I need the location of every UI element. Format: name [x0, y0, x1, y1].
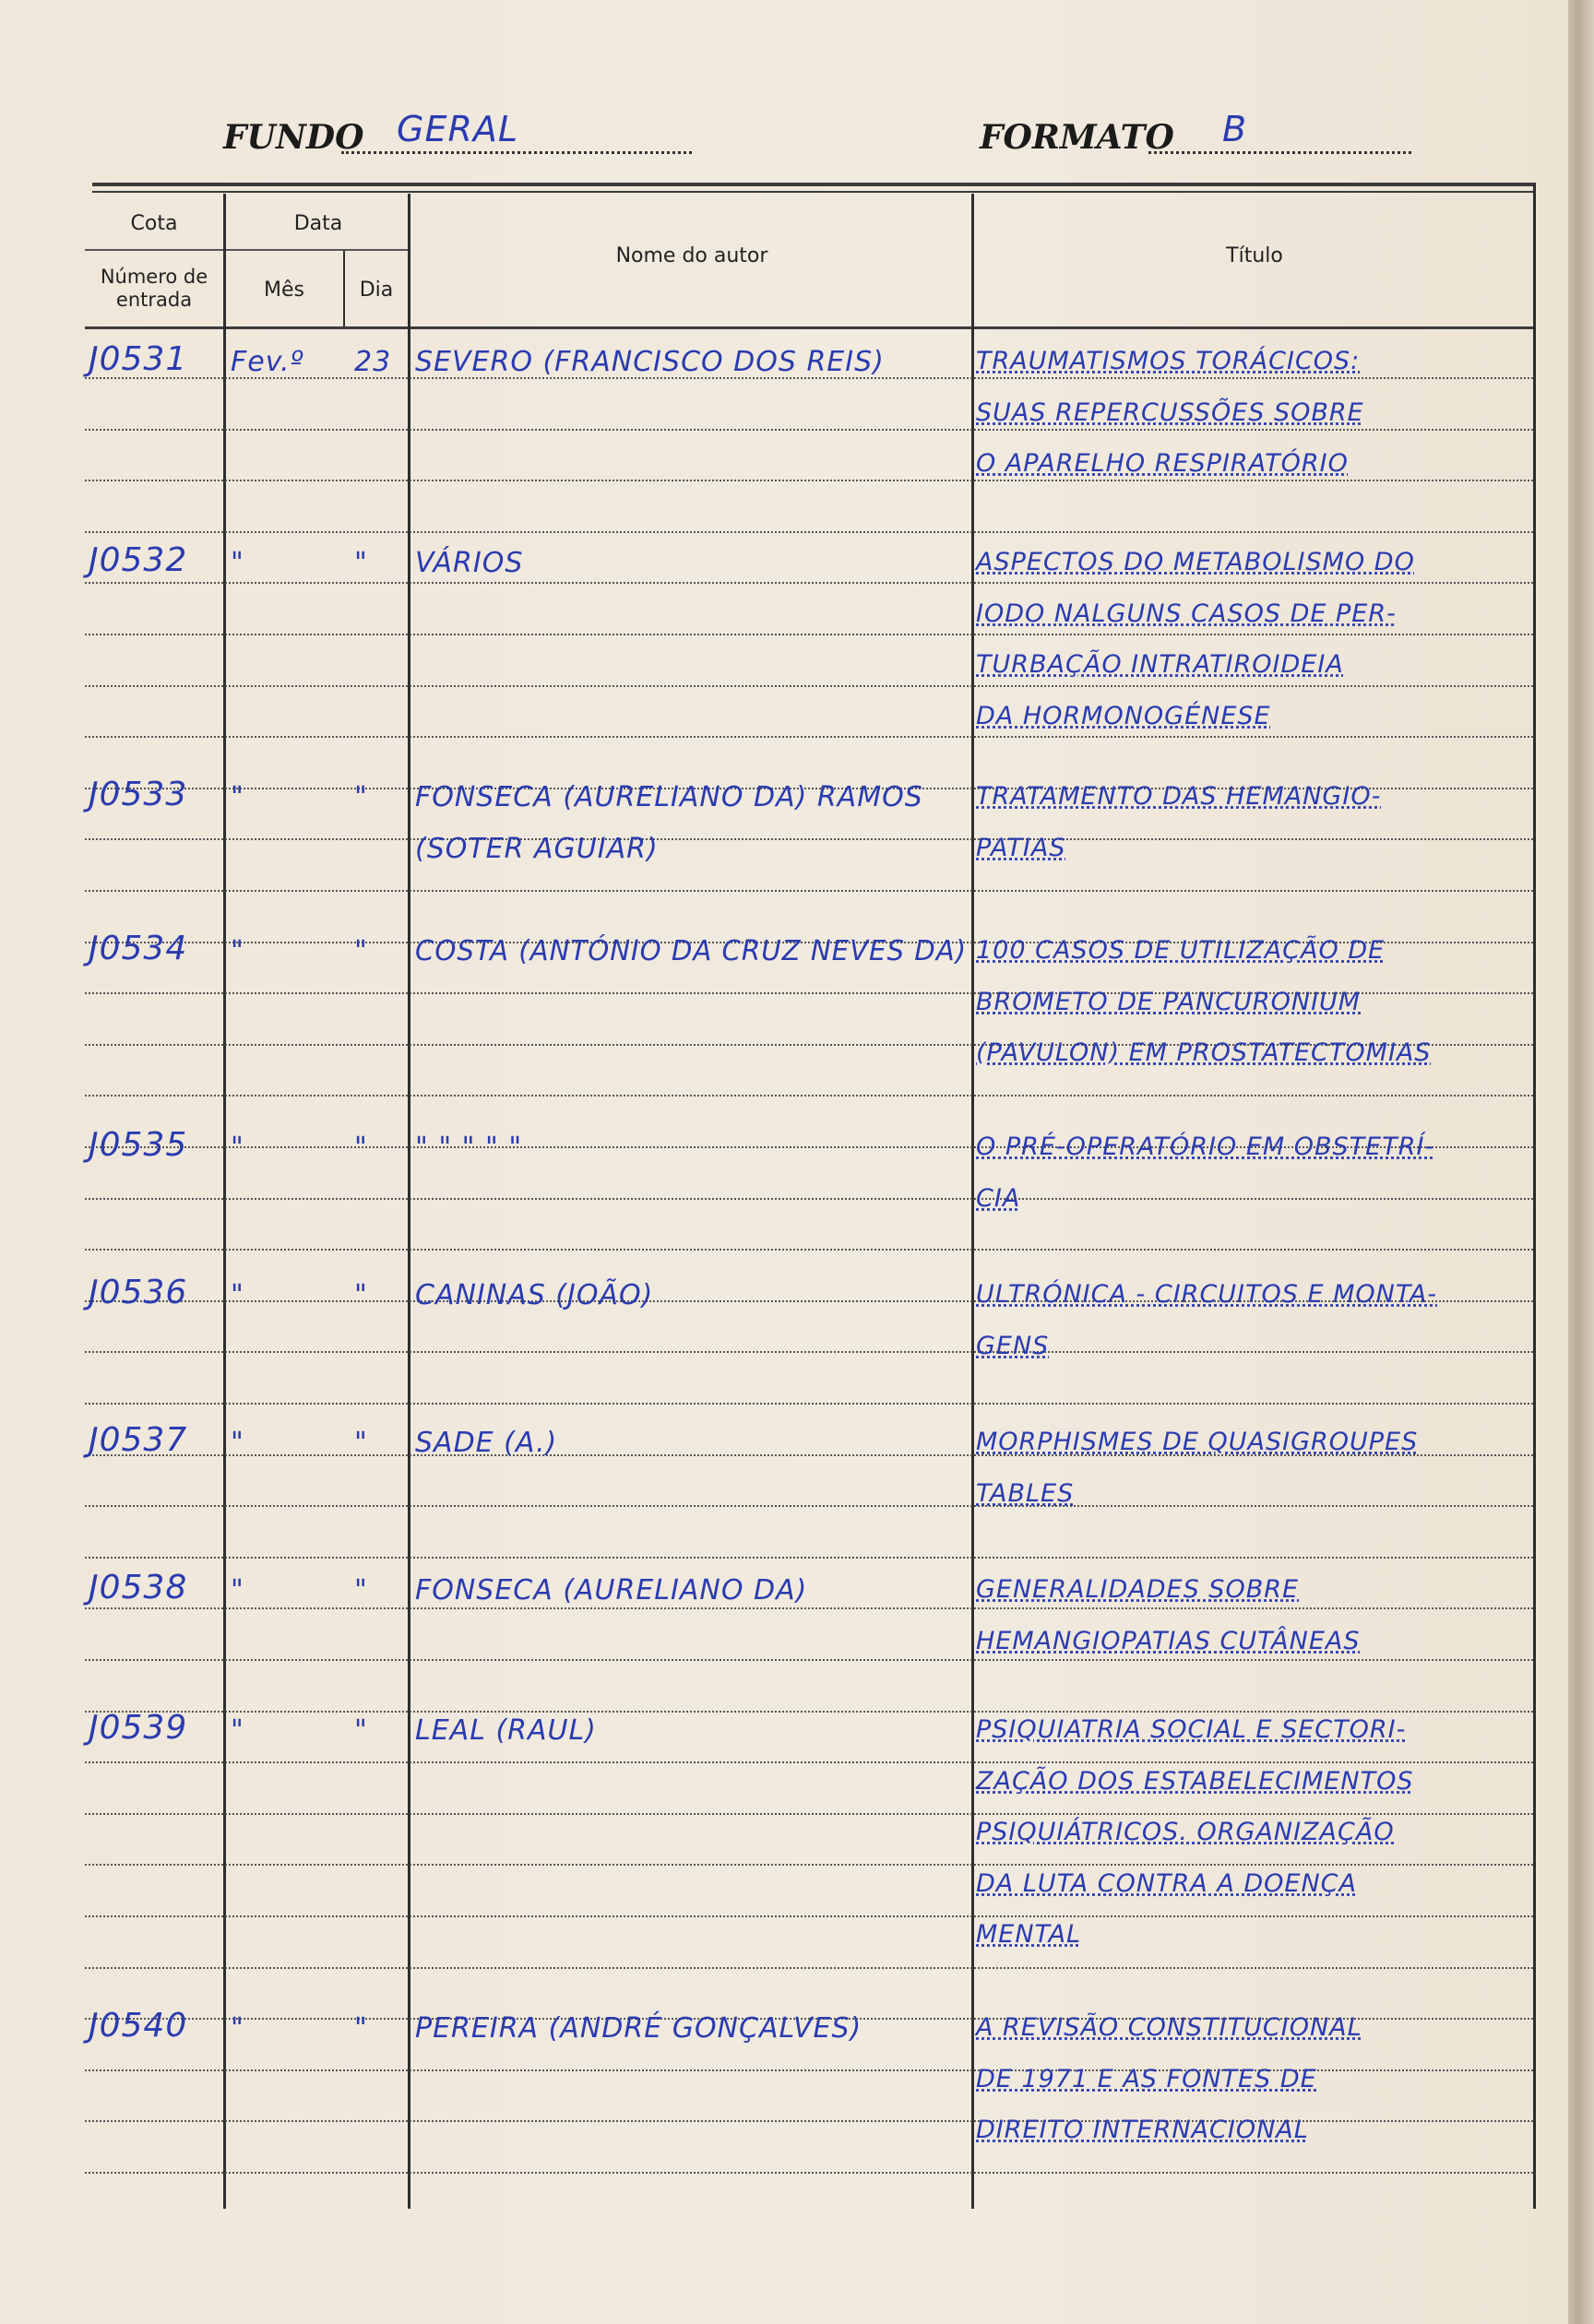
author-name: SADE (A.): [415, 1427, 558, 1459]
author-name: COSTA (ANTÓNIO DA CRUZ NEVES DA): [415, 935, 968, 967]
author-name: SEVERO (FRANCISCO DOS REIS): [415, 346, 885, 378]
ruled-line: [85, 890, 1533, 892]
cota-number: J0536: [89, 1274, 188, 1311]
cota-number: J0533: [89, 776, 188, 813]
ruled-line: [85, 838, 1533, 840]
date-month: ": [231, 1574, 244, 1607]
date-month: ": [231, 781, 244, 813]
col-mes-header: Mês: [264, 279, 304, 302]
title-text: ZAÇÃO DOS ESTABELECIMENTOS: [976, 1767, 1414, 1796]
title-text: BROMETO DE PANCURONIUM: [976, 988, 1362, 1016]
author-name: CANINAS (JOÃO): [415, 1279, 654, 1311]
ruled-line: [85, 2172, 1533, 2174]
ruled-line: [85, 1864, 1533, 1866]
title-text: IODO NALGUNS CASOS DE PER-: [976, 599, 1397, 628]
fundo-value: GERAL: [397, 109, 519, 149]
date-month: ": [231, 2012, 244, 2045]
ruled-line: [85, 1967, 1533, 1969]
date-month: ": [231, 1279, 244, 1311]
author-name: FONSECA (AURELIANO DA) RAMOS: [415, 781, 923, 813]
col-dia-header: Dia: [359, 279, 394, 302]
date-day: 23: [354, 346, 392, 378]
ruled-line: [85, 1711, 1533, 1713]
header-rule-top: [92, 183, 1536, 186]
ruled-line: [85, 1557, 1533, 1559]
cota-number: J0537: [89, 1421, 188, 1459]
fundo-label: FUNDO: [223, 118, 364, 157]
ruled-line: [85, 1403, 1533, 1405]
col-nome-autor-header: Nome do autor: [615, 244, 768, 267]
header-rule-second: [92, 191, 1536, 193]
ruled-line: [85, 1915, 1533, 1917]
title-text: TRATAMENTO DAS HEMANGIO-: [976, 782, 1382, 811]
col-data-header: Data: [293, 212, 343, 235]
cota-number: J0531: [89, 340, 188, 378]
author-name: FONSECA (AURELIANO DA): [415, 1574, 808, 1607]
date-day: ": [354, 781, 368, 813]
ruled-line: [85, 1505, 1533, 1507]
title-text: DIREITO INTERNACIONAL: [976, 2116, 1309, 2144]
title-text: GENS: [976, 1332, 1050, 1360]
ruled-line: [85, 1813, 1533, 1815]
title-text: MORPHISMES DE QUASIGROUPES: [976, 1428, 1419, 1456]
title-text: TRAUMATISMOS TORÁCICOS:: [976, 347, 1361, 375]
date-day: ": [354, 1132, 368, 1164]
ruled-line: [85, 531, 1533, 533]
date-month: ": [231, 547, 244, 579]
binding-spine: [1568, 0, 1594, 2324]
col-cota-header: Cota: [130, 212, 178, 235]
author-name: (SOTER AGUIAR): [415, 833, 659, 865]
ruled-line: [85, 1351, 1533, 1353]
title-text: HEMANGIOPATIAS CUTÂNEAS: [976, 1627, 1361, 1655]
title-text: DA HORMONOGÉNESE: [976, 702, 1271, 730]
ruled-line: [85, 2120, 1533, 2122]
title-text: (PAVULON) EM PROSTATECTOMIAS: [976, 1038, 1432, 1067]
ruled-line: [85, 1095, 1533, 1097]
cota-number: J0534: [89, 930, 188, 967]
date-month: ": [231, 935, 244, 967]
date-day: ": [354, 2012, 368, 2045]
date-day: ": [354, 1279, 368, 1311]
formato-dotted-line: [1148, 151, 1411, 154]
data-split-line: [226, 249, 410, 251]
cota-split-line: [85, 249, 223, 251]
date-day: ": [354, 1574, 368, 1607]
ruled-line: [85, 1198, 1533, 1200]
ruled-line: [85, 685, 1533, 687]
date-day: ": [354, 1714, 368, 1747]
ruled-line: [85, 582, 1533, 584]
cota-number: J0532: [89, 541, 188, 579]
formato-label: FORMATO: [980, 118, 1174, 157]
cota-column-divider: [223, 194, 226, 2209]
title-text: PATIAS: [976, 834, 1066, 862]
ruled-line: [85, 429, 1533, 431]
ruled-line: [85, 1607, 1533, 1609]
col-numero-entrada-header: Número de entrada: [100, 266, 208, 311]
title-text: A REVISÃO CONSTITUCIONAL: [976, 2013, 1362, 2042]
ruled-line: [85, 480, 1533, 481]
header-rule-bottom: [85, 326, 1533, 329]
title-text: PSIQUIÁTRICOS. ORGANIZAÇÃO: [976, 1818, 1395, 1846]
date-day: ": [354, 1427, 368, 1459]
cota-number: J0539: [89, 1709, 188, 1747]
ruled-line: [85, 1761, 1533, 1763]
title-text: DA LUTA CONTRA A DOENÇA: [976, 1869, 1357, 1898]
date-month: Fev.º: [231, 346, 304, 378]
col-titulo-header: Título: [1226, 244, 1283, 267]
cota-number: J0540: [89, 2007, 188, 2045]
title-text: ASPECTOS DO METABOLISMO DO: [976, 548, 1415, 576]
author-name: VÁRIOS: [415, 547, 524, 579]
cota-number: J0535: [89, 1126, 188, 1164]
cota-number: J0538: [89, 1569, 188, 1607]
author-name: PEREIRA (ANDRÉ GONÇALVES): [415, 2012, 862, 2045]
title-text: O APARELHO RESPIRATÓRIO: [976, 449, 1349, 478]
right-border: [1533, 184, 1536, 2209]
title-text: GENERALIDADES SOBRE: [976, 1575, 1300, 1604]
author-name: LEAL (RAUL): [415, 1714, 597, 1747]
title-text: TURBAÇÃO INTRATIROIDEIA: [976, 650, 1344, 679]
title-text: O PRÉ-OPERATÓRIO EM OBSTETRÍ-: [976, 1132, 1435, 1161]
title-text: MENTAL: [976, 1920, 1082, 1949]
ruled-line: [85, 1659, 1533, 1661]
title-text: 100 CASOS DE UTILIZAÇÃO DE: [976, 936, 1386, 965]
ruled-line: [85, 634, 1533, 635]
ruled-line: [85, 1249, 1533, 1251]
title-text: TABLES: [976, 1479, 1075, 1508]
title-text: SUAS REPERCUSSÕES SOBRE: [976, 398, 1364, 427]
data-column-divider: [408, 194, 410, 2209]
title-text: DE 1971 E AS FONTES DE: [976, 2065, 1317, 2093]
date-month: ": [231, 1714, 244, 1747]
date-day: ": [354, 547, 368, 579]
ruled-line: [85, 736, 1533, 738]
author-name: " " " " ": [415, 1132, 523, 1164]
title-text: PSIQUIATRIA SOCIAL E SECTORI-: [976, 1715, 1407, 1744]
autor-column-divider: [971, 194, 974, 2209]
formato-value: B: [1222, 109, 1248, 149]
mes-dia-header-divider: [343, 251, 345, 326]
fundo-dotted-line: [341, 151, 692, 154]
date-month: ": [231, 1427, 244, 1459]
title-text: ULTRÓNICA - CIRCUITOS E MONTA-: [976, 1280, 1438, 1309]
date-day: ": [354, 935, 368, 967]
date-month: ": [231, 1132, 244, 1164]
title-text: CIA: [976, 1184, 1021, 1213]
